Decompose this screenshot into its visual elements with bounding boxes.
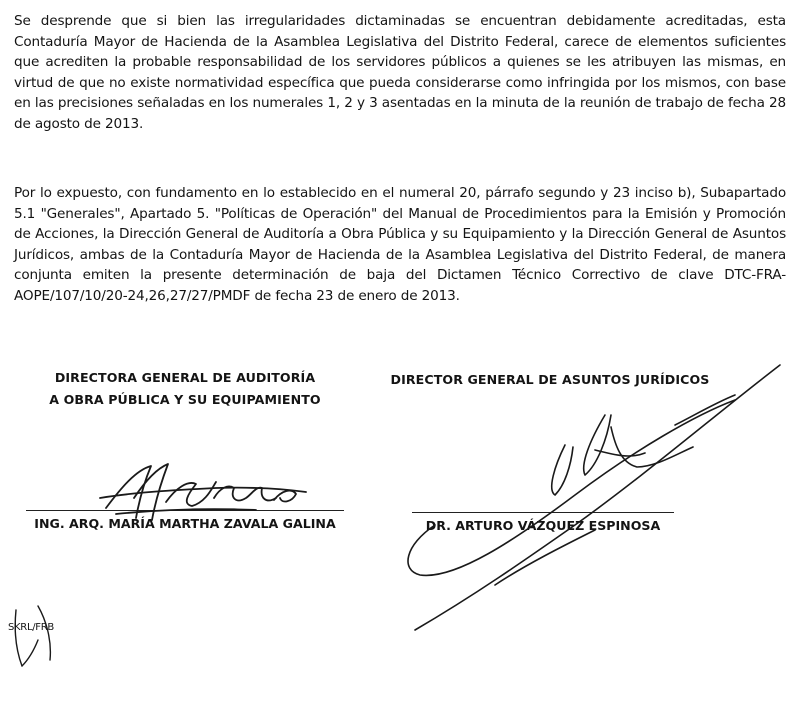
initials-text: SKRL/FRB (8, 622, 54, 633)
right-signatory-title: DIRECTOR GENERAL DE ASUNTOS JURÍDICOS (390, 372, 710, 387)
initials-mark (10, 600, 70, 670)
left-signatory-title (30, 367, 340, 411)
body-paragraph-1: Se desprende que si bien las irregularidades dictaminadas se encuentran debidamente acreditadas, esta Contaduría Mayor de Hacienda de la Asamblea Legislativa del Distrito Federal, carece de elementos suficientes que acrediten la probable responsabilidad de los servidores públicos a quienes se les atribuyen las mismas, en virtud de que no existe normatividad específica que pueda considerarse como infringida por los mismos, con base en las precisiones señaladas en los numerales 1, 2 y 3 asentadas en la minuta de la reunión de trabajo de fecha 28 de agosto de 2013. (14, 13, 786, 132)
right-signature-line (412, 512, 674, 513)
left-signature-line (26, 510, 344, 511)
right-signatory-name: DR. ARTURO VÁZQUEZ ESPINOSA (425, 518, 661, 533)
left-signatory-name: ING. ARQ. MARÍA MARTHA ZAVALA GALINA (34, 516, 336, 531)
left-title-line-2: A OBRA PÚBLICA Y SU EQUIPAMIENTO (49, 392, 321, 407)
left-title-line-1: DIRECTORA GENERAL DE AUDITORÍA (54, 370, 316, 385)
body-paragraph-2: Por lo expuesto, con fundamento en lo establecido en el numeral 20, párrafo segundo y 23 inciso b), Subapartado 5.1 "Generales", Apartado 5. "Políticas de Operación" del Manual de Procedimientos para la Emisión y Promoción de Acciones, la Dirección General de Auditoría a Obra Pública y su Equipamiento y la Dirección General de Asuntos Jurídicos, ambas de la Contaduría Mayor de Hacienda de la Asamblea Legislativa del Distrito Federal, de manera conjunta emiten la presente determinación de baja del Dictamen Técnico Correctivo de clave DTC-FRA-AOPE/107/10/20-24,26,27/27/PMDF de fecha 23 de enero de 2013. (14, 185, 786, 304)
right-handwritten-signature (375, 355, 790, 640)
